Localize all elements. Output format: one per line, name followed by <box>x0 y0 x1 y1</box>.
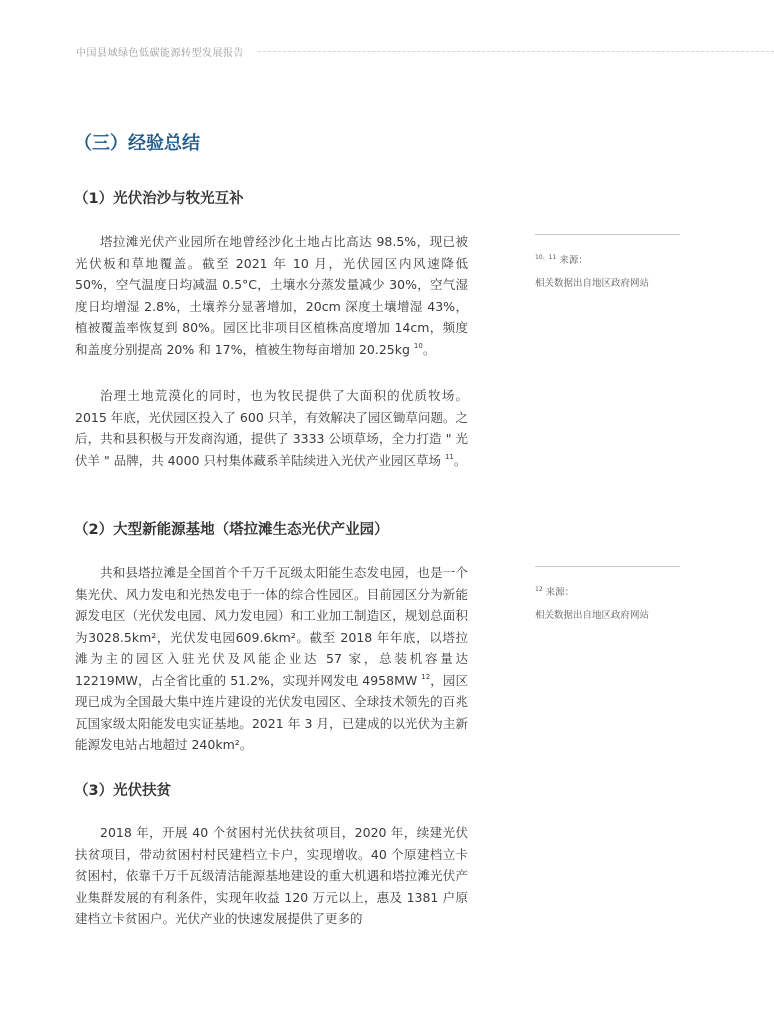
sidenote-divider <box>535 566 680 567</box>
paragraph: 2018 年，开展 40 个贫困村光伏扶贫项目，2020 年，续建光伏扶贫项目，带动贫困村村民建档立卡户，实现增收。40 个原建档立卡贫困村，依靠千万千瓦级清洁能源基地建设的重大机遇和塔拉滩光伏产业集群发展的有利条件，实现年收益 120 万元以上，惠及 1381 户原建档立卡贫困户。光伏产业的快速发展提供了更多的 <box>75 825 468 926</box>
footnote-ref[interactable]: 11 <box>444 452 454 461</box>
sidenote-ref-numbers: 10、11 <box>535 254 557 261</box>
sidenote-source-text: 相关数据出自地区政府网站 <box>535 610 650 621</box>
section-title: （三）经验总结 <box>74 133 200 154</box>
subsection-heading-3: （3）光伏扶贫 <box>74 783 172 799</box>
header-divider <box>258 51 774 52</box>
sidenote-source-text: 相关数据出自地区政府网站 <box>535 278 650 289</box>
footnote-ref[interactable]: 10 <box>413 341 423 350</box>
subsection-heading-1: （1）光伏治沙与牧光互补 <box>74 191 244 207</box>
sidenote-source-label: $^{10、11}$ 来源： <box>535 254 588 266</box>
running-header: 中国县域绿色低碳能源转型发展报告 <box>76 48 244 59</box>
paragraph: 塔拉滩光伏产业园所在地曾经沙化土地占比高达 98.5%，现已被光伏板和草地覆盖。截至 2021 年 10 月，光伏园区内风速降低 50%，空气温度日均减温 0.5°C，土壤水分蒸发量减少 30%，空气湿度日均增湿 2.8%，土壤养分显著增加，20cm 深度土壤增湿 43%，植被覆盖率恢复到 80%。园区比非项目区植株高度增加 14cm，频度和盖度分别提高 20% 和 17%，植被生物每亩增加 20.25kg $^{10}$。 <box>75 234 468 357</box>
paragraph: 治理土地荒漠化的同时，也为牧民提供了大面积的优质牧场。2015 年底，光伏园区投入了 600 只羊，有效解决了园区锄草问题。之后，共和县积极与开发商沟通，提供了 3333 公顷草场，全力打造 " 光伏羊 " 品牌，共 4000 只村集体藏系羊陆续进入光伏产业园区草场 $^{11}$。 <box>75 388 468 468</box>
sidenote-source-label: $^{12}$ 来源： <box>535 586 575 598</box>
footnote-ref[interactable]: 12 <box>421 672 431 681</box>
paragraph: 共和县塔拉滩是全国首个千万千瓦级太阳能生态发电园，也是一个集光伏、风力发电和光热发电于一体的综合性园区。目前园区分为新能源发电区（光伏发电园、风力发电园）和工业加工制造区，规划总面积为3028.5km²，光伏发电园609.6km²。截至 2018 年年底，以塔拉滩为主的园区入驻光伏及风能企业达 57 家，总装机容量达 12219MW，占全省比重的 51.2%，实现并网发电 4958MW $^{12}$，园区现已成为全国最大集中连片建设的光伏发电园区、全球技术领先的百兆瓦国家级太阳能发电实证基地。2021 年 3 月，已建成的以光伏为主新能源发电站占地超过 240km²。 <box>75 565 468 752</box>
sidenote-divider <box>535 234 680 235</box>
subsection-heading-2: （2）大型新能源基地（塔拉滩生态光伏产业园） <box>74 522 389 538</box>
sidenote-ref-numbers: 12 <box>535 586 543 593</box>
